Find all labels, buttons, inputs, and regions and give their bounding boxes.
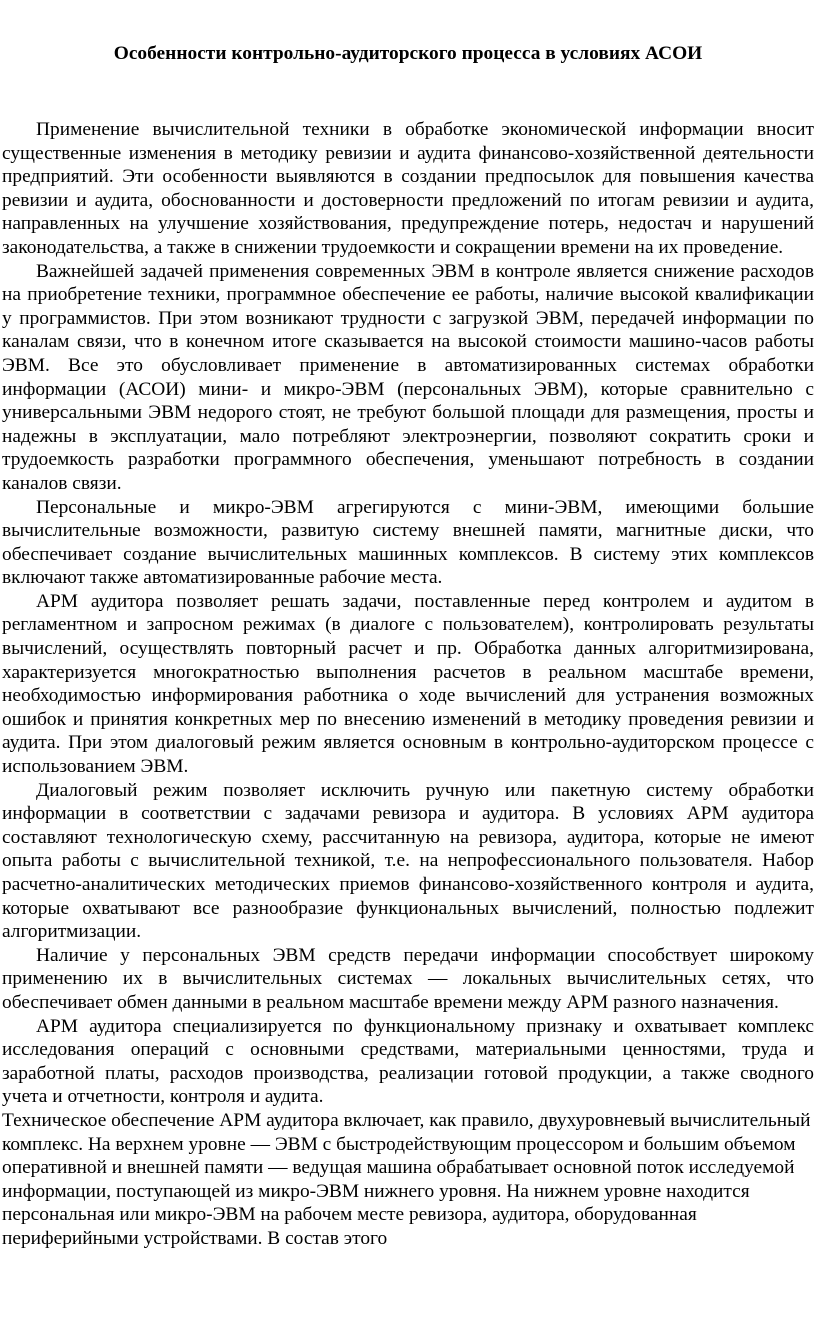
paragraph-5: Диалоговый режим позволяет исключить ручную или пакетную систему обработки информации в соответствии с задачами ревизора и аудитора. В условиях АРМ аудитора составляют технологическую схему, рассчитанную на ревизора, аудитора, которые не имеют опыта работы с вычислительной техникой, т.е. на непрофессионального пользователя. Набор расчетно-аналитических методических приемов финансово-хозяйственного контроля и аудита, которые охватывают все разнообразие функциональных вычислений, полностью подлежит алгоритмизации. xyxy=(2,779,814,943)
paragraph-7: АРМ аудитора специализируется по функциональному признаку и охватывает комплекс исследования операций с основными средствами, материальными ценностями, труда и заработной платы, расходов производства, реализации готовой продукции, а также сводного учета и отчетности, контроля и аудита. xyxy=(2,1015,814,1108)
document-title: Особенности контрольно-аудиторского процесса в условиях АСОИ xyxy=(113,43,703,64)
paragraph-3: Персональные и микро-ЭВМ агрегируются с мини-ЭВМ, имеющими большие вычислительные возможности, развитую систему внешней памяти, магнитные диски, что обеспечивает создание вычислительных машинных комплексов. В систему этих комплексов включают также автоматизированные рабочие места. xyxy=(2,496,814,589)
paragraph-1: Применение вычислительной техники в обработке экономической информации вносит существенные изменения в методику ревизии и аудита финансово-хозяйственной деятельности предприятий. Эти особенности выявляются в создании предпосылок для повышения качества ревизии и аудита, обоснованности и достоверности предложений по итогам ревизии и аудита, направленных на улучшение хозяйствования, предупреждение потерь, недостач и нарушений законодательства, а также в снижении трудоемкости и сокращении времени на их проведение. xyxy=(2,119,814,258)
paragraph-2: Важнейшей задачей применения современных ЭВМ в контроле является снижение расходов на приобретение техники, программное обеспечение ее работы, наличие высокой квалификации у программистов. При этом возникают трудности с загрузкой ЭВМ, передачей информации по каналам связи, что в конечном итоге сказывается на высокой стоимости машино-часов работы ЭВМ. Все это обусловливает применение в автоматизированных системах обработки информации (АСОИ) мини- и микро-ЭВМ (персональных ЭВМ), которые сравнительно с универсальными ЭВМ недорого стоят, не требуют большой площади для размещения, просты и надежны в эксплуатации, мало потребляют электроэнергии, позволяют сократить сроки и трудоемкость разработки программного обеспечения, уменьшают потребность в создании каналов связи. xyxy=(2,260,814,494)
paragraph-4: АРМ аудитора позволяет решать задачи, поставленные перед контролем и аудитом в регламентном и запросном режимах (в диалоге с пользователем), контролировать результаты вычислений, осуществлять повторный расчет и пр. Обработка данных алгоритмизирована, характеризуется многократностью выполнения расчетов в реальном масштабе времени, необходимостью информирования работника о ходе вычислений для устранения возможных ошибок и принятия конкретных мер по внесению изменений в методику проведения ревизии и аудита. При этом диалоговый режим является основным в контрольно-аудиторском процессе с использованием ЭВМ. xyxy=(2,590,814,778)
paragraph-6: Наличие у персональных ЭВМ средств передачи информации способствует широкому применению их в вычислительных системах — локальных вычислительных сетях, что обеспечивает обмен данными в реальном масштабе времени между АРМ разного назначения. xyxy=(2,944,814,1013)
paragraph-8: Техническое обеспечение АРМ аудитора включает, как правило, двухуровневый вычислительный комплекс. На верхнем уровне — ЭВМ с быстродействующим процессором и большим объемом оперативной и внешней памяти — ведущая машина обрабатывает основной поток исследуемой информации, поступающей из микро-ЭВМ нижнего уровня. На нижнем уровне находится персональная или микро-ЭВМ на рабочем месте ревизора, аудитора, оборудованная периферийными устройствами. В состав этого xyxy=(2,1109,811,1249)
